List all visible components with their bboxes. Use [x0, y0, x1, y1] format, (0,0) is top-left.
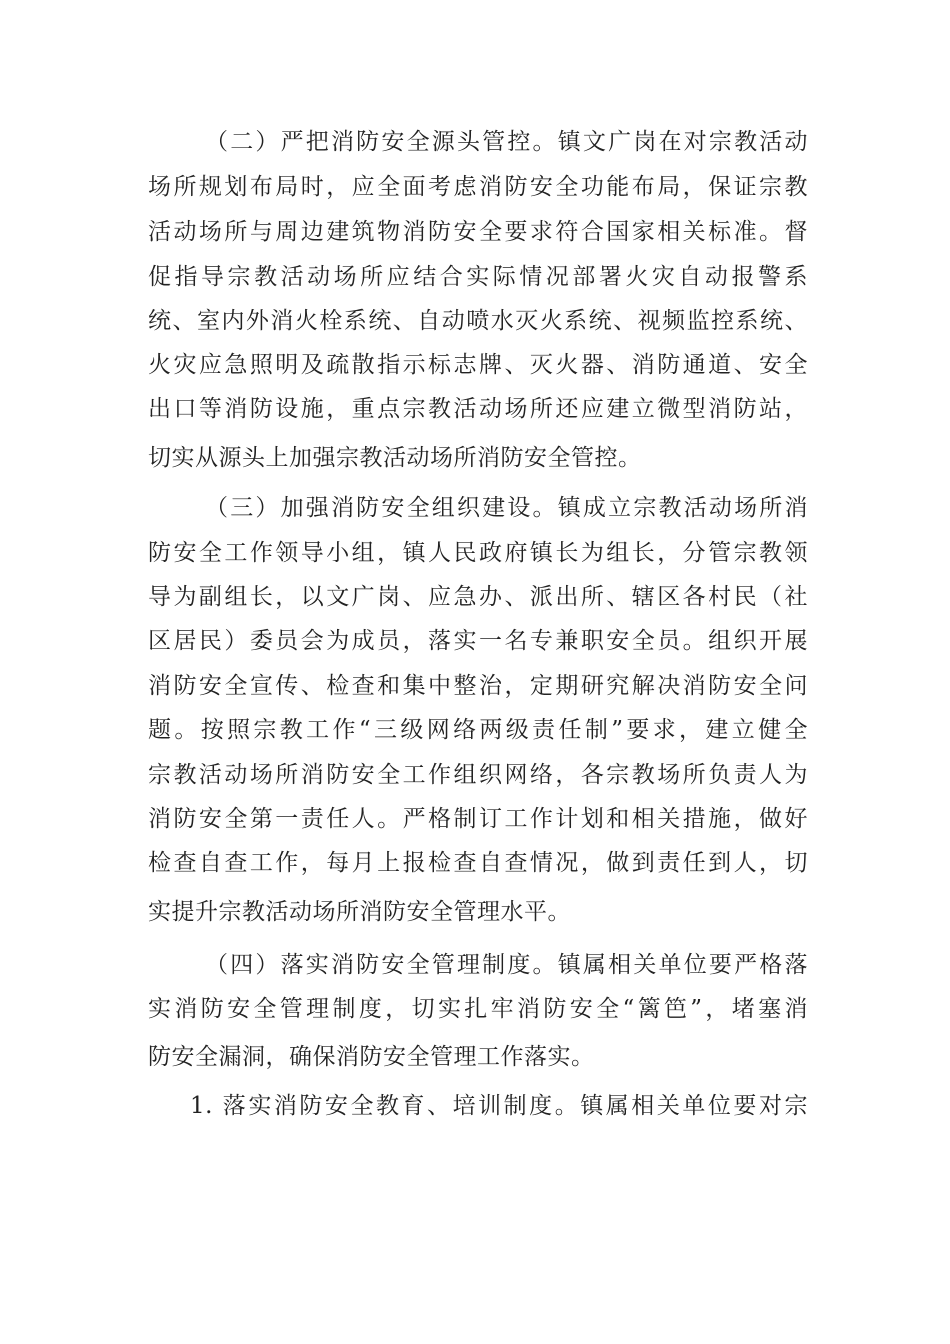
paragraph-3-line-7: 宗教活动场所消防安全工作组织网络，各宗教场所负责人为 [148, 762, 808, 788]
paragraph-3-line-6: 题。按照宗教工作“三级网络两级责任制”要求，建立健全 [148, 717, 808, 743]
paragraph-2-line-4: 促指导宗教活动场所应结合实际情况部署火灾自动报警系 [148, 264, 808, 290]
paragraph-2-line-8: 切实从源头上加强宗教活动场所消防安全管控。 [148, 445, 642, 471]
paragraph-4-line-2: 实消防安全管理制度，切实扎牢消防安全“篱笆”，堵塞消 [148, 996, 808, 1022]
paragraph-3-line-5: 消防安全宣传、检查和集中整治，定期研究解决消防安全问 [148, 673, 808, 699]
paragraph-2-line-3: 活动场所与周边建筑物消防安全要求符合国家相关标准。督 [148, 219, 808, 245]
paragraph-2-line-7: 出口等消防设施，重点宗教活动场所还应建立微型消防站， [148, 396, 808, 422]
paragraph-4-line-1: （四）落实消防安全管理制度。镇属相关单位要严格落 [205, 952, 808, 978]
paragraph-3-line-1: （三）加强消防安全组织建设。镇成立宗教活动场所消 [205, 495, 808, 521]
paragraph-2-line-2: 场所规划布局时，应全面考虑消防安全功能布局，保证宗教 [148, 174, 808, 200]
paragraph-3-line-2: 防安全工作领导小组，镇人民政府镇长为组长，分管宗教领 [148, 540, 808, 566]
paragraph-3-line-3: 导为副组长，以文广岗、应急办、派出所、辖区各村民（社 [148, 584, 808, 610]
paragraph-3-line-10: 实提升宗教活动场所消防安全管理水平。 [148, 899, 571, 925]
paragraph-4-line-3: 防安全漏洞，确保消防安全管理工作落实。 [148, 1044, 595, 1070]
paragraph-2-line-1: （二）严把消防安全源头管控。镇文广岗在对宗教活动 [205, 129, 808, 155]
paragraph-2-line-5: 统、室内外消火栓系统、自动喷水灭火系统、视频监控系统、 [148, 308, 808, 334]
paragraph-3-line-9: 检查自查工作，每月上报检查自查情况，做到责任到人，切 [148, 850, 808, 876]
numbered-item-1-line-1: 1. 落实消防安全教育、培训制度。镇属相关单位要对宗 [190, 1093, 808, 1119]
paragraph-3-line-4: 区居民）委员会为成员，落实一名专兼职安全员。组织开展 [148, 628, 808, 654]
paragraph-3-line-8: 消防安全第一责任人。严格制订工作计划和相关措施，做好 [148, 806, 808, 832]
paragraph-2-line-6: 火灾应急照明及疏散指示标志牌、灭火器、消防通道、安全 [148, 352, 808, 378]
